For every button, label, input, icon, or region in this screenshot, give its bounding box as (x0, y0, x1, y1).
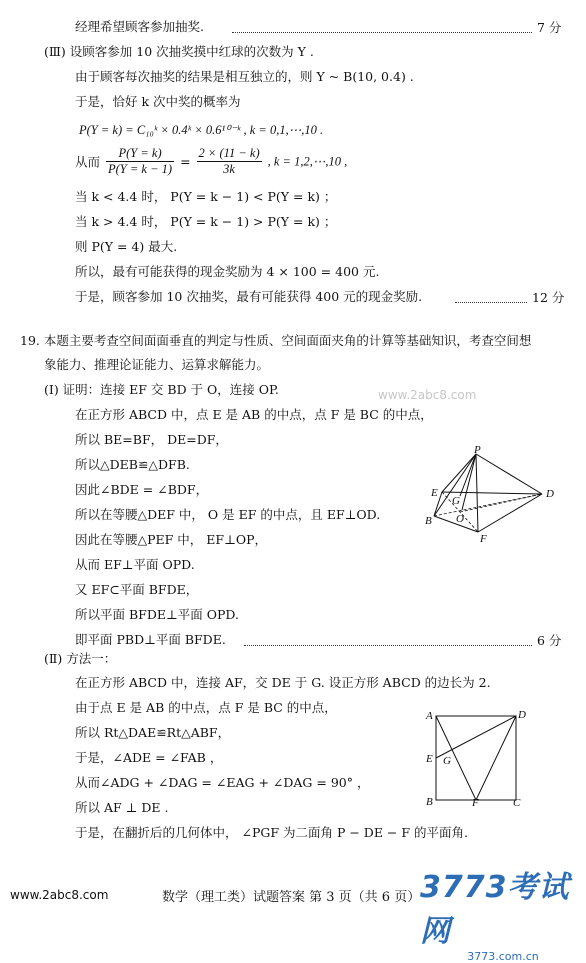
label-C: C (513, 797, 521, 809)
label-B: B (426, 796, 433, 808)
line-10: 所以，最有可能获得的现金奖励为 4 × 100 = 400 元. (75, 264, 380, 279)
pyramid-figure (420, 444, 565, 544)
leader-dots (455, 302, 527, 303)
fraction-right-numerator: 2 × (11 − k) (198, 146, 260, 160)
proof-line-11: 即平面 PBD⊥平面 BFDE. (75, 632, 226, 647)
fraction-right-denominator: 3k (223, 162, 235, 176)
method-line-6: 从而∠ADG + ∠DAG = ∠EAG + ∠DAG = 90° ， (75, 775, 370, 790)
proof-line-2: 在正方形 ABCD 中，点 E 是 AB 的中点，点 F 是 BC 的中点， (75, 407, 433, 422)
label-D: D (518, 709, 526, 721)
label-D: D (546, 488, 554, 500)
method-line-4: 所以 Rt△DAE≌Rt△ABF， (75, 725, 231, 740)
proof-line-7: 因此在等腰△PEF 中， EF⊥OP， (75, 532, 267, 547)
line-7: 当 k < 4.4 时， P(Y = k − 1) < P(Y = k) ； (75, 189, 337, 204)
method-line-5: 于是，∠ADE = ∠FAB ， (75, 750, 223, 765)
fraction-left (106, 146, 174, 177)
label-B: B (425, 515, 432, 527)
label-F: F (472, 797, 479, 809)
watermark-top: www.2abc8.com (378, 388, 477, 402)
proof-line-8: 从而 EF⊥平面 OPD. (75, 557, 195, 572)
footer-left-url: www.2abc8.com (10, 888, 109, 902)
fraction-left-denominator: P(Y = k − 1) (108, 162, 173, 176)
leader-dots (244, 645, 532, 646)
method-line-2: 在正方形 ABCD 中，连接 AF，交 DE 于 G. 设正方形 ABCD 的边长为 2. (75, 675, 491, 690)
fraction-right (197, 146, 262, 177)
method-line-1: (Ⅱ) 方法一： (44, 651, 117, 666)
label-G: G (443, 755, 451, 767)
score-12: 12 分 (532, 290, 565, 305)
footer-page-info: 数学（理工类）试题答案 第 3 页（共 6 页） (162, 890, 421, 905)
method-line-7: 所以 AF ⊥ DE . (75, 800, 169, 815)
proof-line-6: 所以在等腰△DEF 中， O 是 EF 的中点，且 EF⊥OD. (75, 507, 381, 522)
ratio-suffix: , k = 1,2,⋯,10 , (267, 154, 348, 169)
label-E: E (431, 487, 438, 499)
method-line-3: 由于点 E 是 AB 的中点，点 F 是 BC 的中点， (75, 700, 337, 715)
equals-sign: = (180, 154, 191, 169)
proof-line-3: 所以 BE=BF， DE=DF， (75, 432, 228, 447)
site-logo (420, 862, 586, 963)
proof-line-9: 又 EF⊂平面 BFDE， (75, 582, 199, 597)
fraction-left-numerator: P(Y = k) (106, 146, 174, 162)
label-F: F (480, 533, 487, 544)
label-G: G (452, 495, 460, 507)
line-6-ratio (75, 146, 347, 177)
proof-line-1: (Ⅰ) 证明：连接 EF 交 BD 于 O，连接 OP. (44, 382, 279, 397)
proof-line-10: 所以平面 BFDE⊥平面 OPD. (75, 607, 239, 622)
score-7: 7 分 (537, 20, 562, 35)
line-2: (Ⅲ) 设顾客参加 10 次抽奖摸中红球的次数为 Y . (44, 44, 314, 59)
line-1: 经理希望顾客参加抽奖. (75, 19, 204, 34)
line-8: 当 k > 4.4 时， P(Y = k − 1) > P(Y = k) ； (75, 214, 337, 229)
question-19-intro-b: 象能力、推理论证能力、运算求解能力。 (44, 357, 270, 372)
ratio-prefix: 从而 (75, 154, 101, 170)
question-19-intro-a: 19. 本题主要考查空间面面垂直的判定与性质、空间面面夹角的计算等基础知识，考查空间想 (20, 333, 532, 348)
label-O: O (456, 513, 464, 525)
label-A: A (426, 710, 433, 722)
proof-line-4: 所以△DEB≌△DFB. (75, 457, 190, 472)
method-line-8: 于是，在翻折后的几何体中， ∠PGF 为二面角 P − DE − F 的平面角. (75, 825, 468, 840)
leader-dots (232, 32, 532, 33)
line-9: 则 P(Y = 4) 最大. (75, 239, 178, 254)
line-5-formula: P(Y = k) = C₁₀ᵏ × 0.4ᵏ × 0.6¹⁰⁻ᵏ , k = 0,1,⋯,10 . (79, 123, 324, 137)
proof-line-5: 因此∠BDE = ∠BDF， (75, 482, 209, 497)
score-6: 6 分 (537, 633, 562, 648)
logo-sub-text: 3773.com.cn (467, 950, 539, 963)
label-P: P (474, 444, 481, 456)
label-E: E (426, 753, 433, 765)
line-4: 于是，恰好 k 次中奖的概率为 (75, 94, 241, 109)
line-11: 于是，顾客参加 10 次抽奖，最有可能获得 400 元的现金奖励. (75, 289, 423, 304)
logo-main-text: 3773考试网 (420, 870, 570, 949)
line-3: 由于顾客每次抽奖的结果是相互独立的，则 Y ~ B(10, 0.4) . (75, 69, 414, 84)
square-figure (422, 706, 532, 810)
